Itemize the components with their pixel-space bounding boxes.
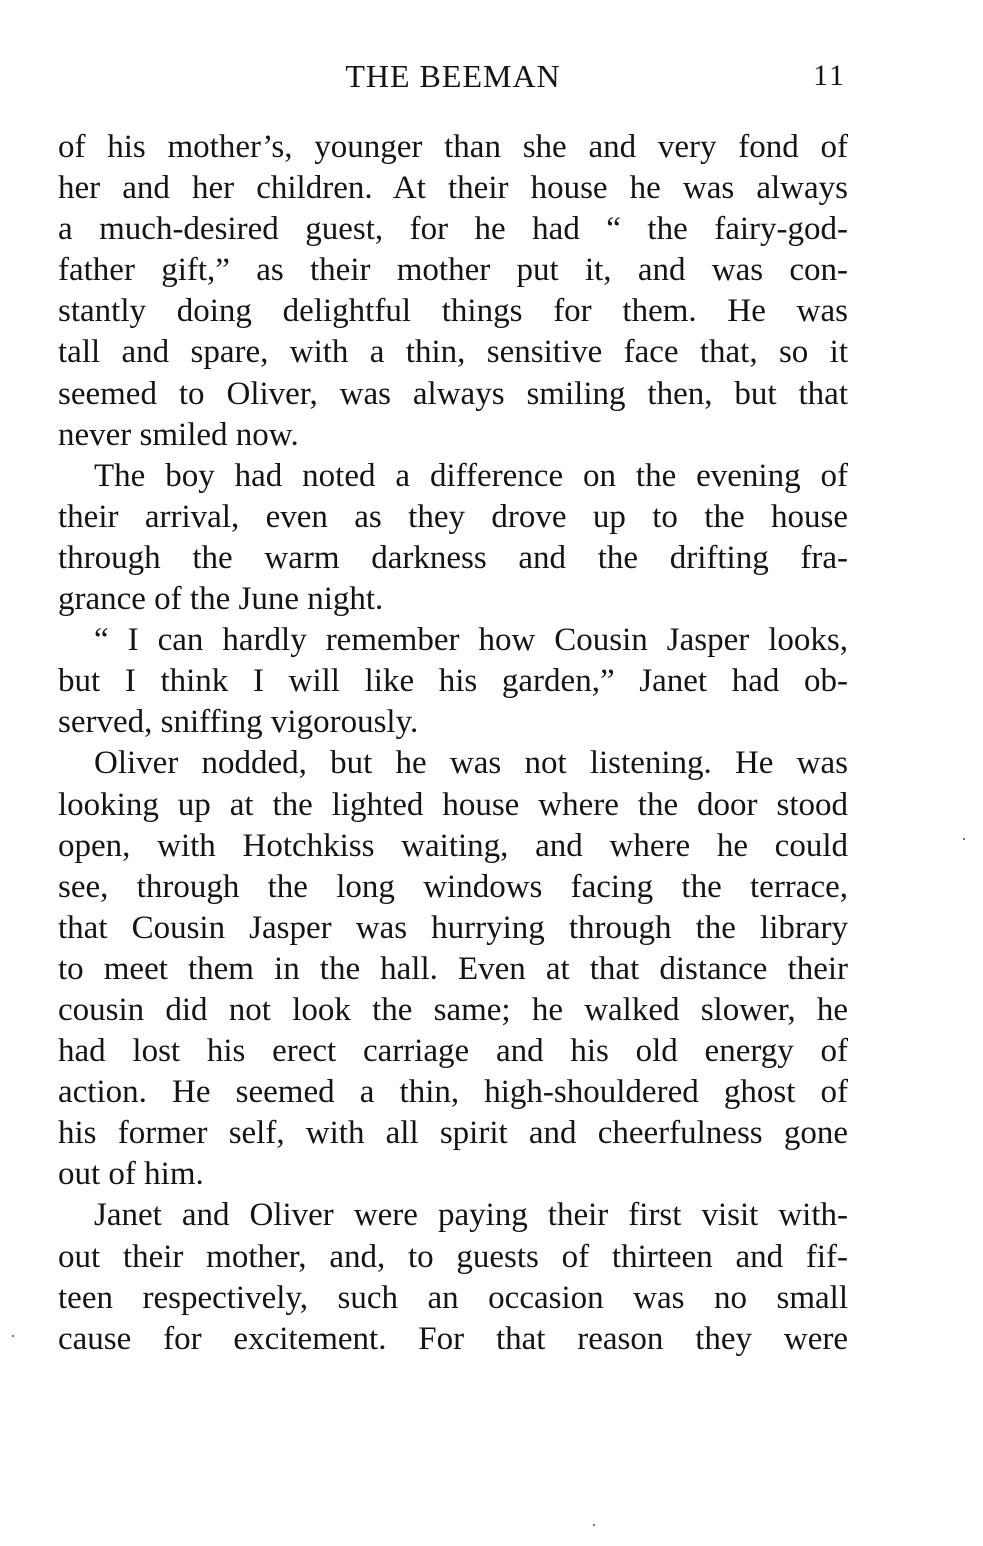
text-line: that Cousin Jasper was hurrying through the library (58, 909, 848, 946)
text-line: “ I can hardly remember how Cousin Jasper looks, (94, 622, 848, 659)
text-line: out of him. (58, 1156, 204, 1193)
text-line: see, through the long windows facing the terrace, (58, 868, 848, 905)
running-title: THE BEEMAN (345, 58, 561, 94)
text-line: father gift,” as their mother put it, and was con- (58, 252, 848, 289)
text-line: stantly doing delightful things for them. He was (58, 293, 848, 330)
text-line: grance of the June night. (58, 581, 384, 618)
text-line: but I think I will like his garden,” Janet had ob- (58, 663, 848, 700)
text-line: Oliver nodded, but he was not listening. He was (94, 745, 848, 782)
text-line: seemed to Oliver, was always smiling then, but that (58, 375, 848, 412)
text-line: cousin did not look the same; he walked slower, he (58, 991, 848, 1028)
text-line: of his mother’s, younger than she and very fond of (58, 129, 848, 165)
text-line: had lost his erect carriage and his old energy of (58, 1033, 848, 1070)
text-line: action. He seemed a thin, high-shouldered ghost of (58, 1074, 848, 1111)
text-line: her and her children. At their house he was always (58, 170, 848, 207)
text-line: teen respectively, such an occasion was no small (58, 1279, 848, 1316)
page-number: 11 (813, 59, 846, 92)
print-speck (963, 838, 965, 840)
text-line: a much-desired guest, for he had “ the fairy-god- (58, 211, 848, 248)
text-line: The boy had noted a difference on the evening of (94, 457, 848, 494)
text-line: through the warm darkness and the drifting fra- (58, 539, 848, 576)
print-speck (593, 1524, 595, 1526)
text-line: looking up at the lighted house where the door stood (58, 786, 848, 823)
text-line: never smiled now. (58, 416, 299, 453)
text-line: their arrival, even as they drove up to the house (58, 498, 848, 535)
text-line: out their mother, and, to guests of thirteen and fif- (58, 1238, 848, 1275)
print-speck (12, 1335, 14, 1337)
text-line: tall and spare, with a thin, sensitive face that, so it (58, 334, 848, 371)
text-line: served, sniffing vigorously. (58, 704, 419, 741)
text-line: to meet them in the hall. Even at that distance their (58, 950, 848, 987)
text-line: Janet and Oliver were paying their first visit with- (94, 1197, 848, 1234)
text-line: open, with Hotchkiss waiting, and where he could (58, 827, 848, 864)
body-text (58, 127, 848, 1360)
text-line: his former self, with all spirit and cheerfulness gone (58, 1115, 848, 1152)
text-line: cause for excitement. For that reason they were (58, 1320, 848, 1357)
running-head (58, 52, 848, 100)
